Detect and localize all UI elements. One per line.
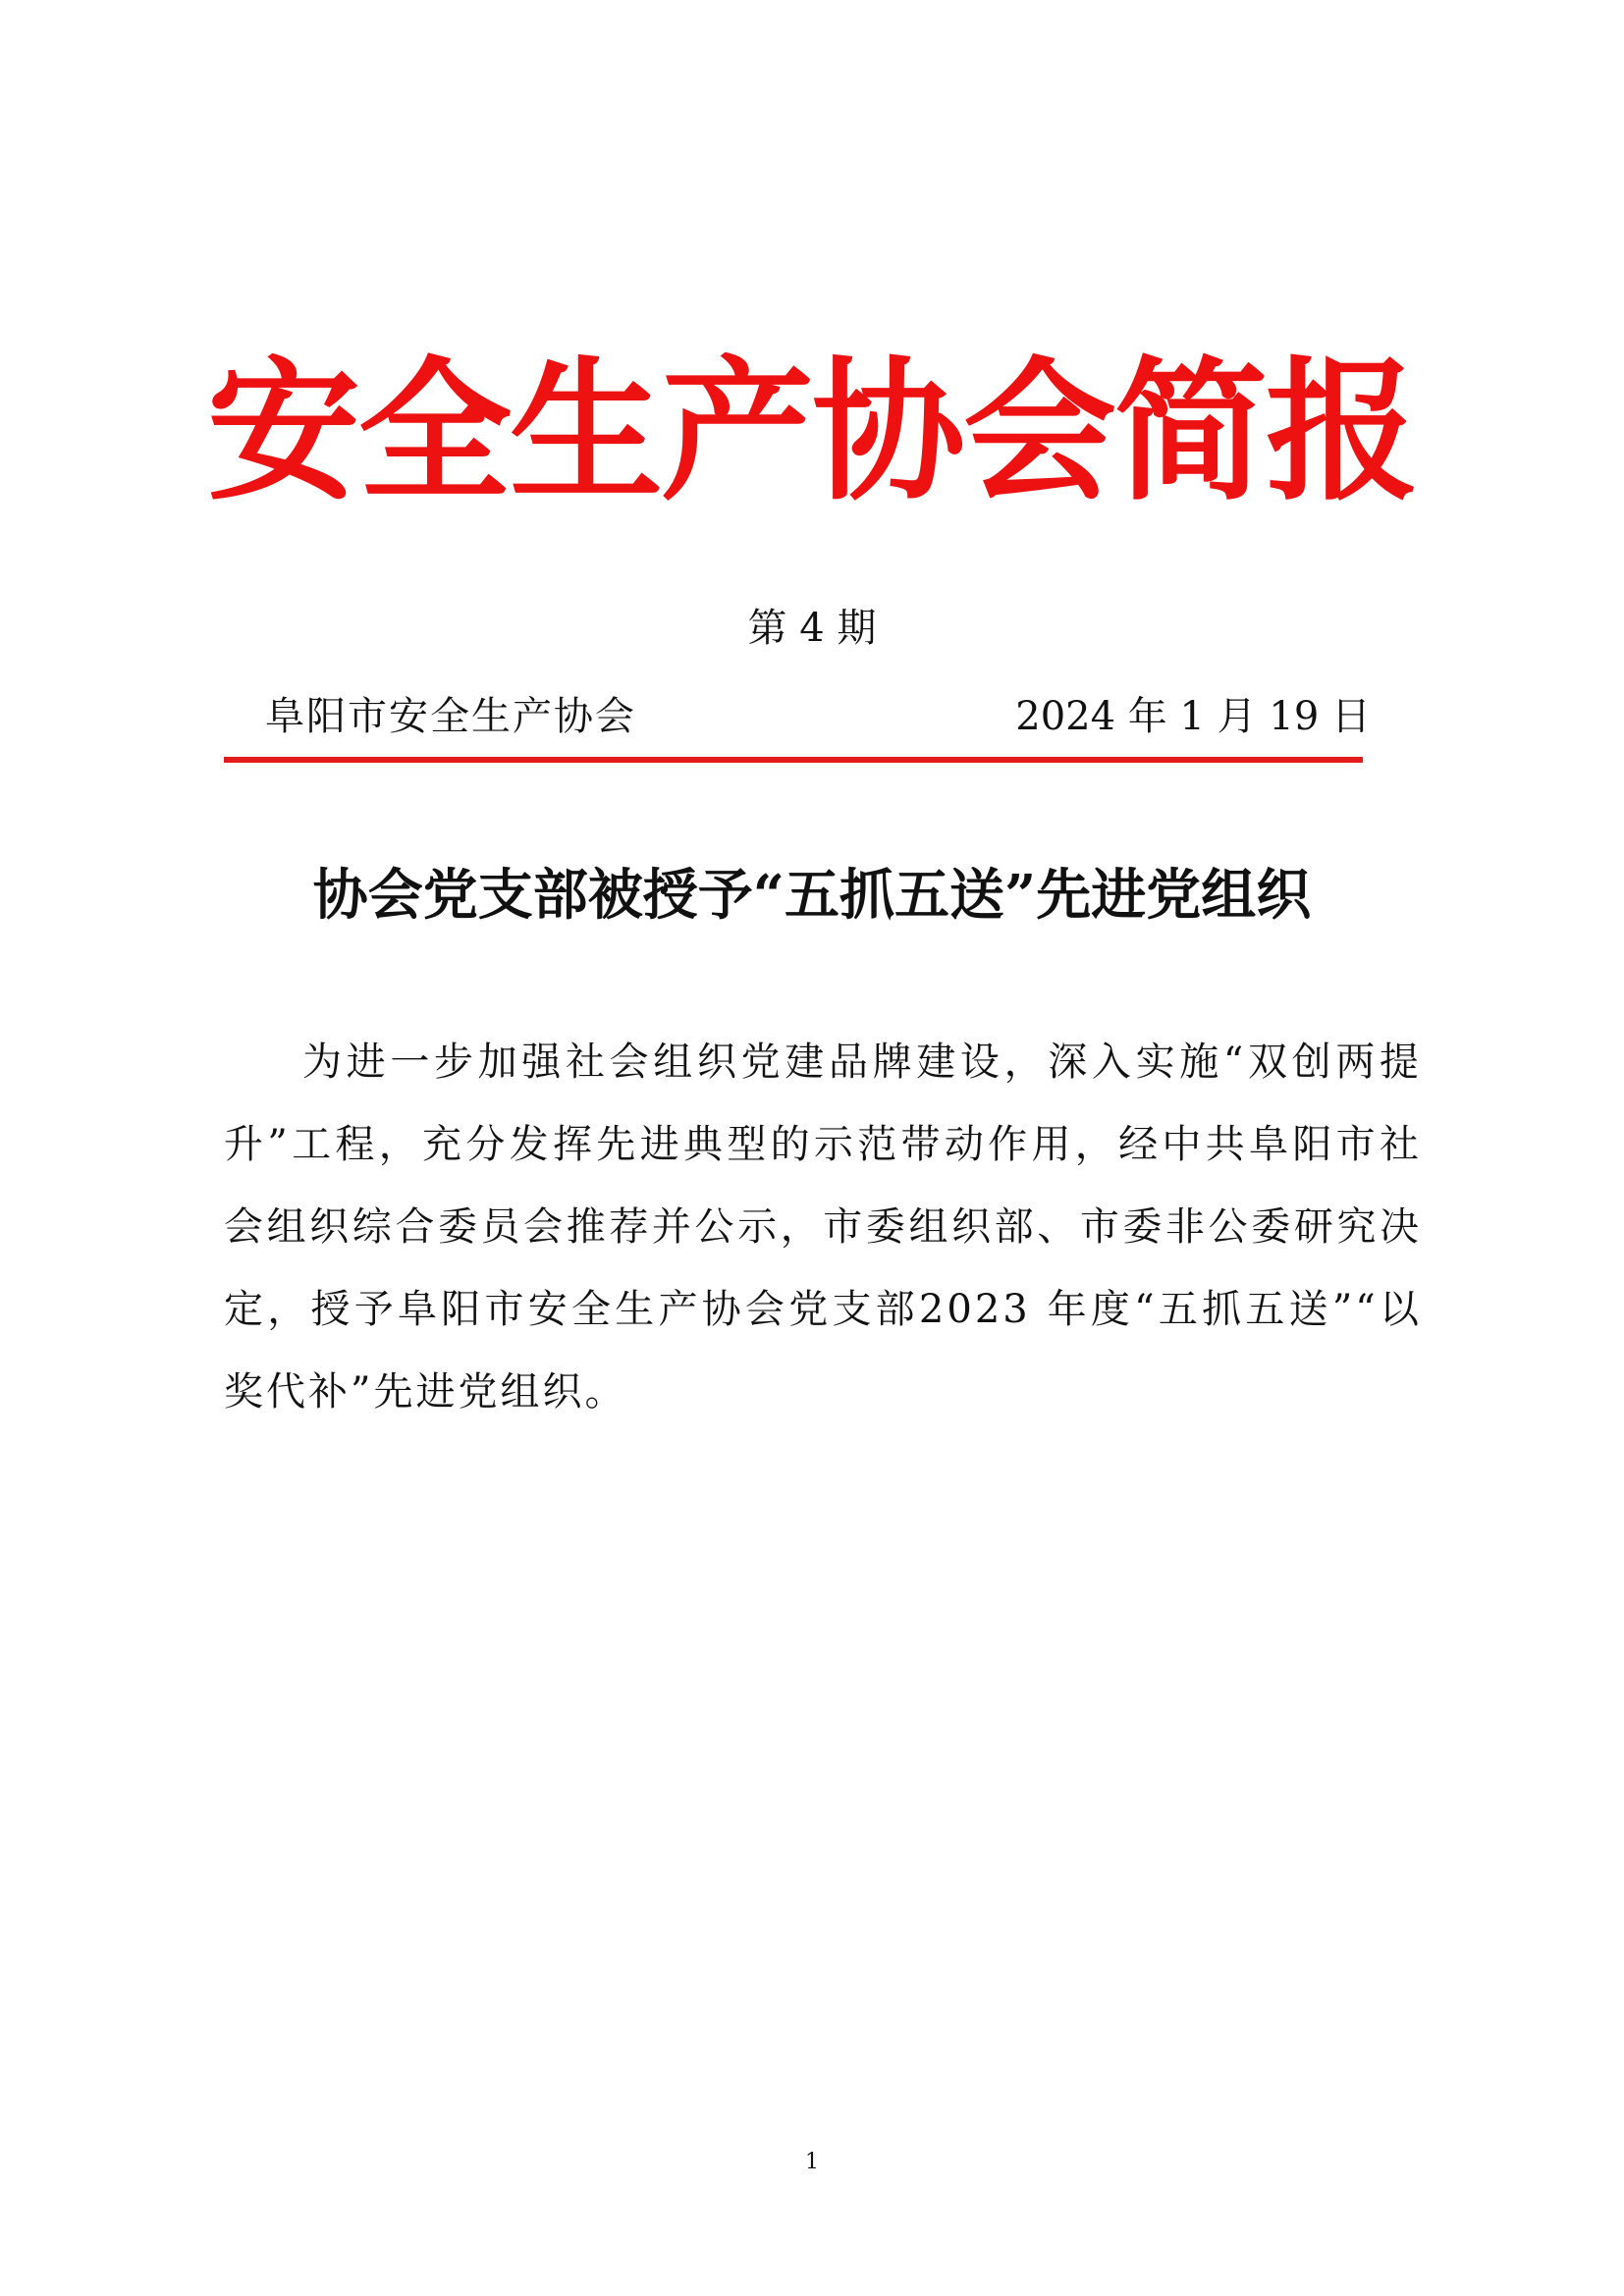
masthead-title: 安全生产协会简报	[207, 343, 1417, 521]
publish-date: 2024 年 1 月 19 日	[1015, 694, 1371, 739]
issue-number: 第 4 期	[747, 606, 877, 651]
page-number: 1	[805, 2150, 819, 2174]
article-title: 协会党支部被授予“五抓五送”先进党组织	[312, 863, 1312, 928]
article-body: 为进一步加强社会组织党建品牌建设，深入实施“双创两提升”工程，充分发挥先进典型的示范带动作用，经中共阜阳市社会组织综合委员会推荐并公示，市委组织部、市委非公委研究决定，授予阜阳市安全生产协会党支部2023 年度“五抓五送”“以奖代补”先进党组织。	[224, 1040, 1422, 1415]
publisher-name: 阜阳市安全生产协会	[265, 694, 636, 739]
red-divider	[224, 757, 1363, 763]
